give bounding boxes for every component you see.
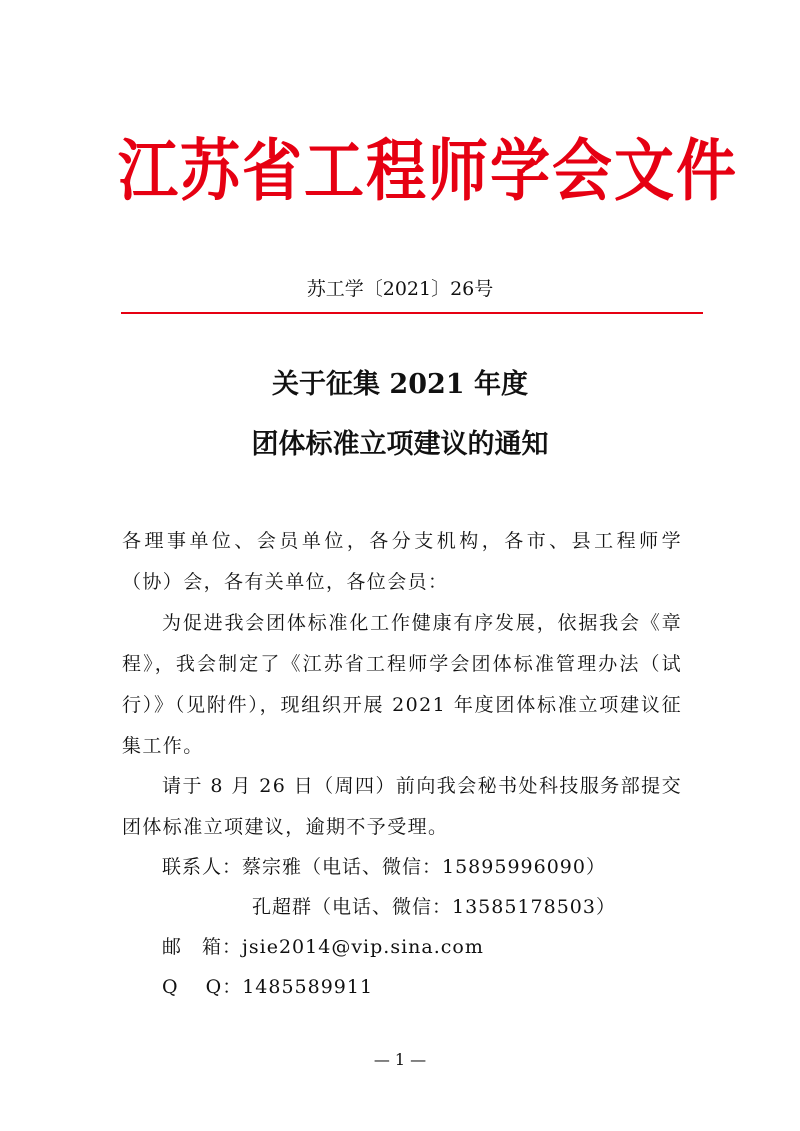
contact-line-2: 孔超群（电话、微信：13585178503） <box>252 896 616 918</box>
notice-title-line1: 关于征集 2021 年度 <box>272 369 528 400</box>
addressee-paragraph: 各理事单位、会员单位，各分支机构，各市、县工程师学（协）会，各有关单位，各位会员： <box>122 530 682 593</box>
email-line: 邮 箱：jsie2014@vip.sina.com <box>162 936 484 958</box>
qq-line: Q Q：1485589911 <box>162 976 374 998</box>
body-paragraph-2: 请于 8 月 26 日（周四）前向我会秘书处科技服务部提交团体标准立项建议，逾期不予受理。 <box>122 775 682 838</box>
header-divider <box>121 312 703 314</box>
document-header-title: 江苏省工程师学会文件 <box>118 132 738 211</box>
document-number: 苏工学〔2021〕26号 <box>306 278 494 300</box>
notice-title-line2: 团体标准立项建议的通知 <box>251 429 549 460</box>
body-paragraph-1: 为促进我会团体标准化工作健康有序发展，依据我会《章程》，我会制定了《江苏省工程师学会团体标准管理办法（试行）》（见附件），现组织开展 2021 年度团体标准立项建议征集工作。 <box>122 612 682 757</box>
page-number: — 1 — <box>373 1050 427 1069</box>
contact-line-1: 联系人：蔡宗雅（电话、微信：15895996090） <box>162 856 606 878</box>
